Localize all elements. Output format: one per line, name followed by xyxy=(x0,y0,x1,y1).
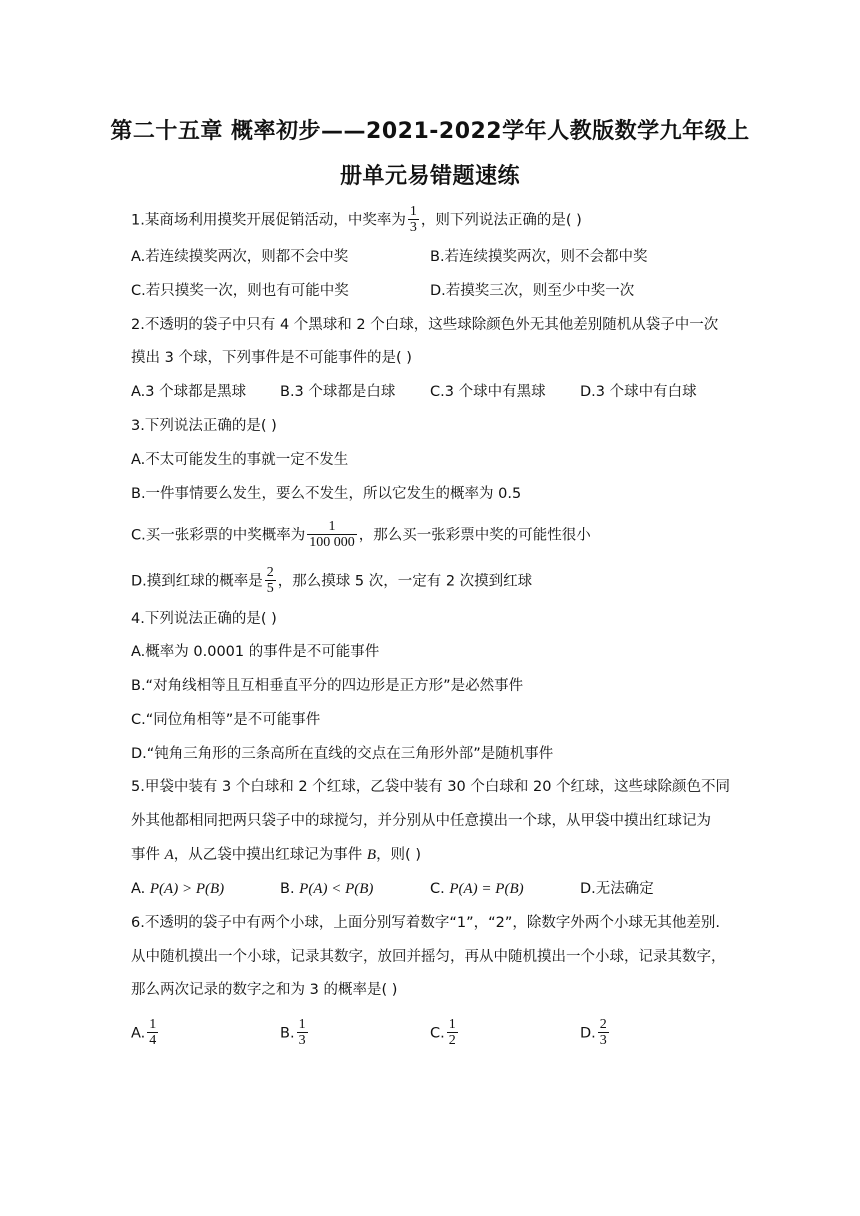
fraction-denominator: 2 xyxy=(448,1033,456,1048)
question-3-option-a: A.不太可能发生的事就一定不发生 xyxy=(131,452,349,468)
fraction xyxy=(307,519,357,550)
fraction-numerator: 1 xyxy=(409,204,417,219)
question-2-option-c: C.3 个球中有黑球 xyxy=(430,384,546,400)
page-title-line-2: 册单元易错题速练 xyxy=(339,164,520,189)
question-6-stem-line-1: 6.不透明的袋子中有两个小球，上面分别写着数字“1”，“2”，除数字外两个小球无其他差别. xyxy=(131,915,720,931)
fraction-numerator: 2 xyxy=(599,1017,607,1032)
option-label: A. xyxy=(131,1025,146,1042)
fraction xyxy=(265,565,276,596)
question-3-option-d xyxy=(131,566,532,597)
question-6-option-a xyxy=(131,1018,160,1049)
question-5-stem-text-mid: ，从乙袋中摸出红球记为事件 xyxy=(173,847,367,863)
question-1-option-a: A.若连续摸奖两次，则都不会中奖 xyxy=(131,249,349,265)
option-label: A. xyxy=(131,881,150,897)
fraction-denominator: 3 xyxy=(409,220,417,235)
question-5-stem-text-end: ，则( ) xyxy=(376,847,421,863)
question-4-option-d: D.“钝角三角形的三条高所在直线的交点在三角形外部”是随机事件 xyxy=(131,746,554,762)
question-5-stem-line-1: 5.甲袋中装有 3 个白球和 2 个红球，乙袋中装有 30 个白球和 20 个红球，这些球除颜色不同 xyxy=(131,779,731,795)
question-1-option-c: C.若只摸奖一次，则也有可能中奖 xyxy=(131,283,349,299)
question-4-option-b: B.“对角线相等且互相垂直平分的四边形是正方形”是必然事件 xyxy=(131,678,524,694)
question-3-option-c-text: C.买一张彩票的中奖概率为 xyxy=(131,527,306,544)
question-5-option-d: D.无法确定 xyxy=(580,881,654,897)
fraction-numerator: 1 xyxy=(298,1017,306,1032)
question-3-option-d-text-end: ，那么摸球 5 次，一定有 2 次摸到红球 xyxy=(277,573,533,590)
question-1-stem-text: 1.某商场利用摸奖开展促销活动，中奖率为 xyxy=(131,212,406,229)
question-6-stem-line-2: 从中随机摸出一个小球，记录其数字，放回并摇匀，再从中随机摸出一个小球，记录其数字， xyxy=(131,949,726,965)
question-5-stem-line-2: 外其他都相同把两只袋子中的球搅匀，并分别从中任意摸出一个球，从甲袋中摸出红球记为 xyxy=(131,813,711,829)
fraction xyxy=(408,204,419,235)
fraction-denominator: 4 xyxy=(149,1033,157,1048)
option-label: C. xyxy=(430,881,450,897)
option-formula: P(A) = P(B) xyxy=(449,881,524,897)
question-6-stem-line-3: 那么两次记录的数字之和为 3 的概率是( ) xyxy=(131,982,398,998)
option-label: D. xyxy=(580,1025,596,1042)
fraction xyxy=(297,1017,308,1048)
question-6-option-c xyxy=(430,1018,460,1049)
question-3-option-c-text-end: ，那么买一张彩票中奖的可能性很小 xyxy=(358,527,591,544)
question-2-option-b: B.3 个球都是白球 xyxy=(280,384,396,400)
fraction-denominator: 5 xyxy=(266,581,274,596)
question-2-option-a: A.3 个球都是黑球 xyxy=(131,384,247,400)
question-1-option-d: D.若摸奖三次，则至少中奖一次 xyxy=(430,283,635,299)
question-4-stem: 4.下列说法正确的是( ) xyxy=(131,611,277,627)
question-3-option-d-text: D.摸到红球的概率是 xyxy=(131,573,263,590)
option-label: B. xyxy=(280,1025,295,1042)
fraction-numerator: 1 xyxy=(149,1017,157,1032)
question-5-option-a xyxy=(131,879,224,899)
fraction xyxy=(447,1017,458,1048)
question-4-option-a: A.概率为 0.0001 的事件是不可能事件 xyxy=(131,644,380,660)
fraction-denominator: 3 xyxy=(298,1033,306,1048)
question-1-stem-text-end: ，则下列说法正确的是( ) xyxy=(420,212,582,229)
question-2-stem-line-2: 摸出 3 个球，下列事件是不可能事件的是( ) xyxy=(131,350,412,366)
page-title-line-1: 第二十五章 概率初步——2021-2022学年人教版数学九年级上 xyxy=(110,119,750,144)
option-label: C. xyxy=(430,1025,445,1042)
fraction-denominator: 3 xyxy=(599,1033,607,1048)
event-a-symbol: A xyxy=(164,847,174,863)
question-5-stem-text: 事件 xyxy=(131,847,165,863)
question-4-option-c: C.“同位角相等”是不可能事件 xyxy=(131,712,321,728)
question-6-option-b xyxy=(280,1018,310,1049)
question-5-option-c xyxy=(430,879,524,899)
question-6-option-d xyxy=(580,1018,611,1049)
question-2-stem-line-1: 2.不透明的袋子中只有 4 个黑球和 2 个白球，这些球除颜色外无其他差别随机从袋子中一次 xyxy=(131,317,719,333)
question-3-option-b: B.一件事情要么发生，要么不发生，所以它发生的概率为 0.5 xyxy=(131,486,522,502)
option-formula: P(A) > P(B) xyxy=(149,881,225,897)
question-3-stem: 3.下列说法正确的是( ) xyxy=(131,418,277,434)
question-5-option-b xyxy=(280,879,373,899)
fraction xyxy=(147,1017,158,1048)
fraction-numerator: 1 xyxy=(307,519,357,535)
option-formula: P(A) < P(B) xyxy=(299,881,374,897)
fraction-numerator: 1 xyxy=(448,1017,456,1032)
question-3-option-c xyxy=(131,520,591,551)
fraction-denominator: 100 000 xyxy=(309,535,355,550)
question-2-option-d: D.3 个球中有白球 xyxy=(580,384,697,400)
fraction-numerator: 2 xyxy=(266,565,274,580)
question-5-stem-line-3 xyxy=(131,845,421,865)
question-1-option-b: B.若连续摸奖两次，则不会都中奖 xyxy=(430,249,648,265)
event-b-symbol: B xyxy=(366,847,377,863)
option-label: B. xyxy=(280,881,300,897)
question-1-stem xyxy=(131,205,582,236)
fraction xyxy=(598,1017,609,1048)
